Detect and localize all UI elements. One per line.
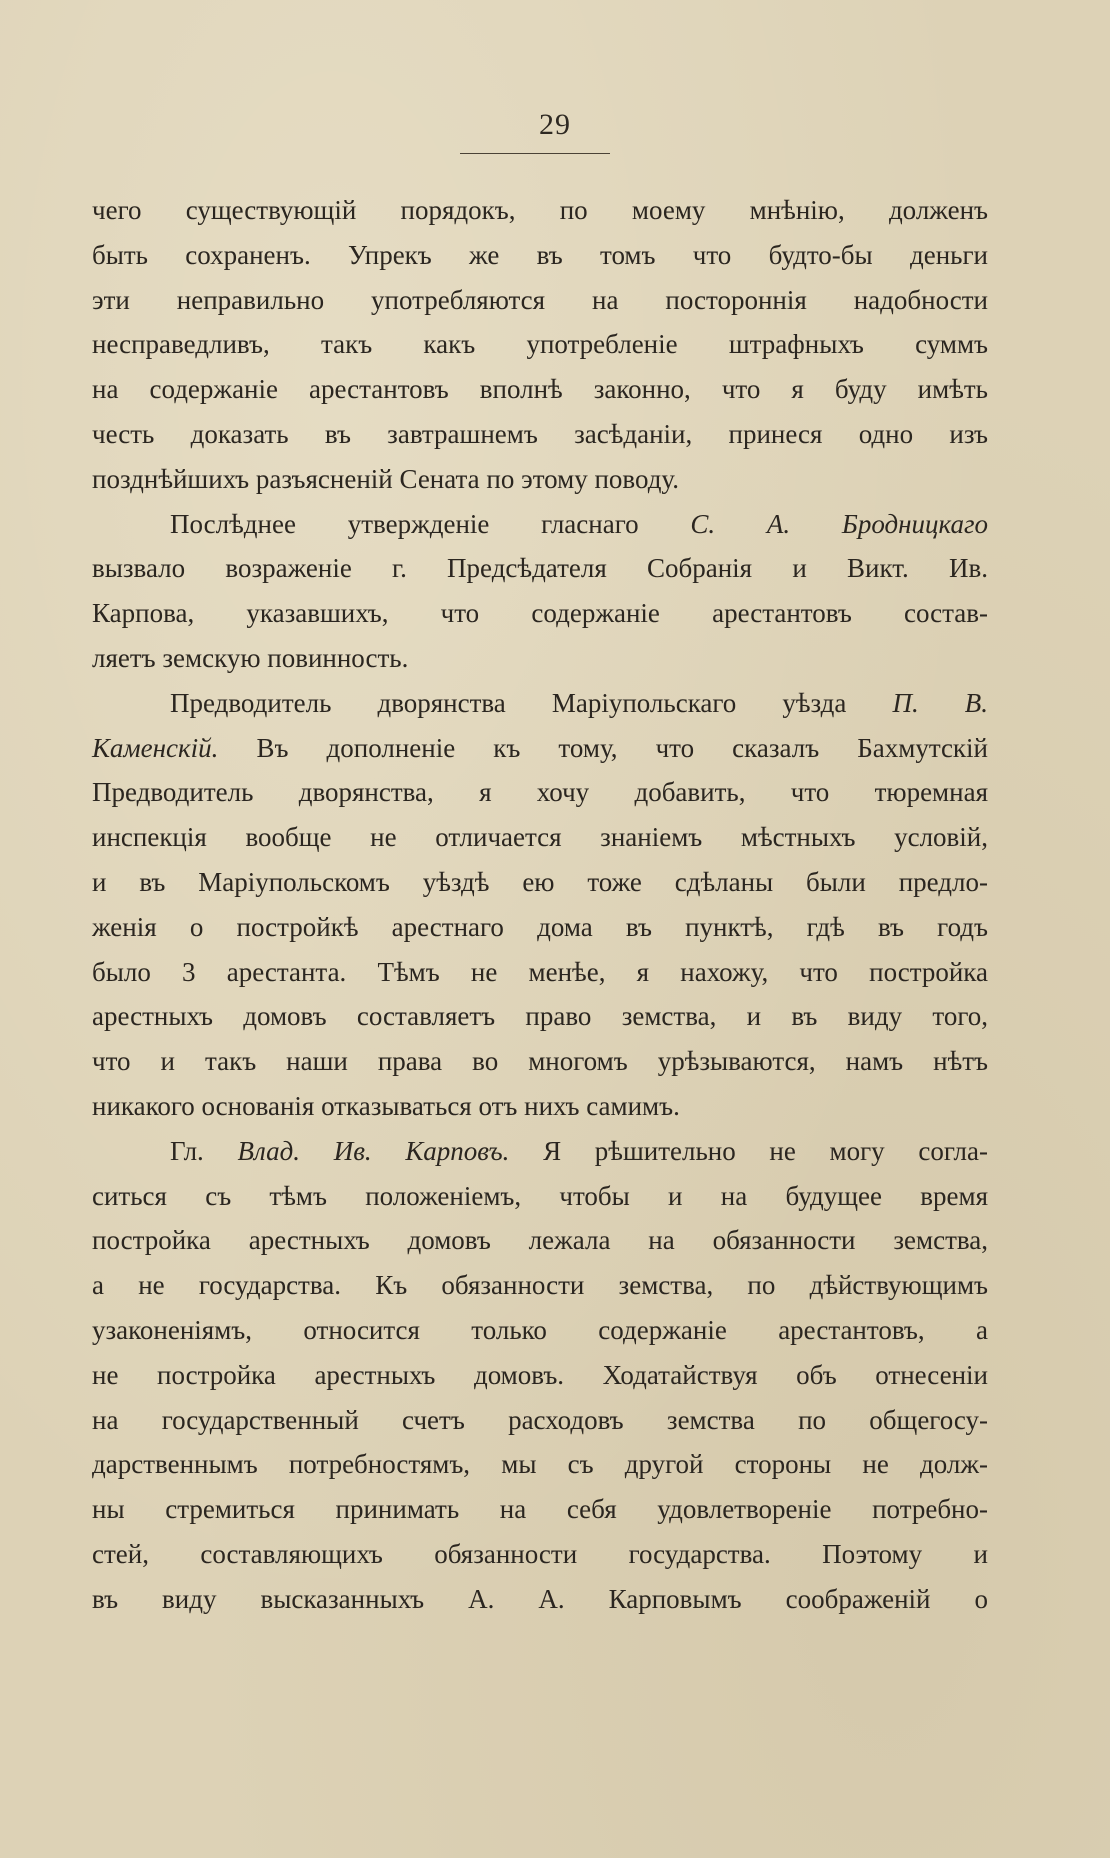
text-line: никакого основанія отказываться отъ нихъ самимъ. — [92, 1090, 680, 1121]
speaker-name: С. А. Бродницкаго — [690, 508, 989, 539]
text-line: эти неправильно употребляются на постороннія надобности — [92, 284, 988, 315]
text-line: Каменскій. Въ дополненіе къ тому, что сказалъ Бахмутскій — [92, 732, 988, 763]
text-line: ситься съ тѣмъ положеніемъ, чтобы и на будущее время — [92, 1180, 988, 1211]
text-line: на содержаніе арестантовъ вполнѣ законно, что я буду имѣть — [92, 374, 988, 405]
text-line: Предводитель дворянства, я хочу добавить, что тюремная — [92, 777, 988, 808]
text-line: а не государства. Къ обязанности земства, по дѣйствующимъ — [92, 1270, 988, 1301]
text-line: ляетъ земскую повинность. — [92, 642, 409, 673]
speaker-name: Каменскій. — [92, 732, 219, 763]
text-line: на государственный счетъ расходовъ земства по общегосу- — [92, 1404, 988, 1435]
text-line: въ виду высказанныхъ А. А. Карповымъ соображеній о — [92, 1583, 988, 1614]
page-number: 29 — [539, 108, 571, 141]
text-line: позднѣйшихъ разъясненій Сената по этому поводу. — [92, 463, 679, 494]
text-line: арестныхъ домовъ составляетъ право земства, и въ виду того, — [92, 1001, 988, 1032]
text-line: постройка арестныхъ домовъ лежала на обязанности земства, — [92, 1225, 988, 1256]
text-line: несправедливъ, такъ какъ употребленіе штрафныхъ суммъ — [92, 329, 988, 360]
text-line: стей, составляющихъ обязанности государства. Поэтому и — [92, 1538, 988, 1569]
text-line: и въ Маріупольскомъ уѣздѣ ею тоже сдѣланы были предло- — [92, 866, 988, 897]
text-line: Предводитель дворянства Маріупольскаго уѣзда П. В. — [170, 687, 989, 718]
speaker-name: Влад. Ив. Карповъ. — [237, 1135, 510, 1166]
text-line: не постройка арестныхъ домовъ. Ходатайствуя объ отнесеніи — [92, 1359, 988, 1390]
text-line: что и такъ наши права во многомъ урѣзываются, намъ нѣтъ — [92, 1046, 988, 1077]
text-line: узаконеніямъ, относится только содержаніе арестантовъ, а — [92, 1314, 988, 1345]
text-line: было 3 арестанта. Тѣмъ не менѣе, я нахожу, что постройка — [92, 956, 988, 987]
text-line: чего существующій порядокъ, по моему мнѣнію, долженъ — [92, 195, 988, 225]
speaker-name: П. В. — [892, 687, 989, 718]
text-line: ны стремиться принимать на себя удовлетвореніе потребно- — [92, 1494, 988, 1525]
text-line: честь доказать въ завтрашнемъ засѣданіи, принеся одно изъ — [92, 418, 988, 449]
text-line: инспекція вообще не отличается знаніемъ мѣстныхъ условій, — [92, 822, 988, 853]
text-line: Послѣднее утвержденіе гласнаго С. А. Бродницкаго — [170, 508, 989, 539]
text-line: вызвало возраженіе г. Предсѣдателя Собранія и Викт. Ив. — [92, 553, 988, 584]
body-text — [92, 188, 988, 1622]
text-line: быть сохраненъ. Упрекъ же въ томъ что будто-бы деньги — [92, 239, 988, 270]
text-line: Карпова, указавшихъ, что содержаніе арестантовъ состав- — [92, 598, 988, 629]
text-line: женія о постройкѣ арестнаго дома въ пунктѣ, гдѣ въ годъ — [92, 911, 988, 942]
text-line: Гл. Влад. Ив. Карповъ. Я рѣшительно не могу согла- — [170, 1135, 988, 1166]
text-line: дарственнымъ потребностямъ, мы съ другой стороны не долж- — [92, 1449, 988, 1480]
header-rule — [460, 153, 610, 154]
